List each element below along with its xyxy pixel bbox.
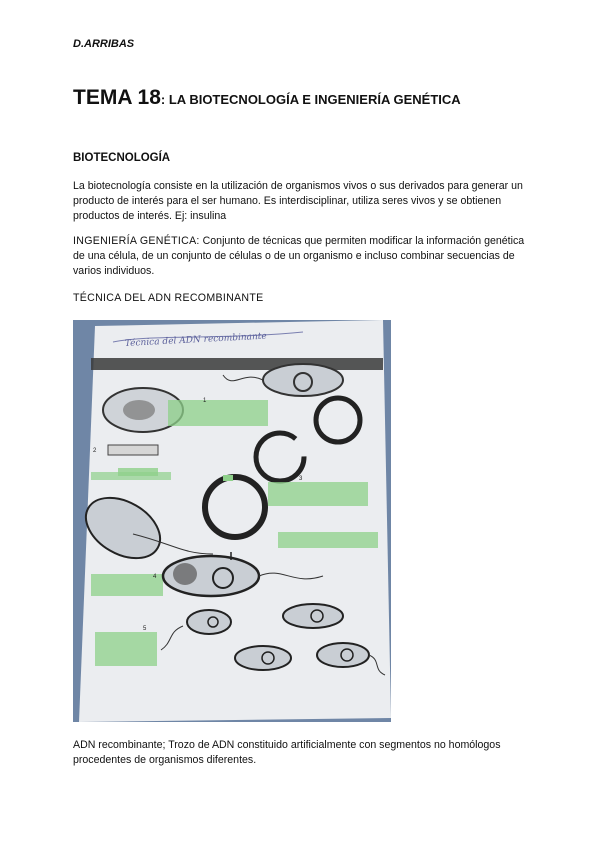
step-number-3: 3	[299, 476, 303, 482]
step-number-5: 5	[143, 626, 147, 632]
photo-handwritten-title: Técnica del ADN recombinante	[124, 331, 268, 349]
genetic-engineering-text: Conjunto de técnicas que permiten modificar la información genética de una célula, de un conjunto de células o de un organismo e incluso combinar secuencias de varios individuos.	[73, 235, 525, 277]
genetic-engineering-label: INGENIERÍA GENÉTICA:	[73, 235, 200, 247]
step-number-4: 4	[153, 574, 157, 580]
biotechnology-paragraph: La biotecnología consiste en la utilización de organismos vivos o sus derivados para generar un producto de interés para el ser humano. Es interdisciplinar, utiliza seres vivos y se obtienen productos de interés. Ej: insulina	[73, 180, 523, 222]
recombinant-dna-photo	[73, 320, 391, 722]
recombinant-dna-definition: ADN recombinante; Trozo de ADN constituido artificialmente con segmentos no homólogos procedentes de organismos diferentes.	[73, 739, 501, 766]
author-name: D.ARRIBAS	[73, 38, 135, 50]
title-number: TEMA 18	[73, 86, 161, 109]
step-number-1: 1	[203, 398, 207, 404]
page-title	[73, 86, 461, 110]
technique-heading: TÉCNICA DEL ADN RECOMBINANTE	[73, 292, 264, 304]
title-text: : LA BIOTECNOLOGÍA E INGENIERÍA GENÉTICA	[160, 92, 461, 107]
step-number-2: 2	[93, 448, 97, 454]
genetic-engineering-paragraph	[73, 234, 533, 279]
section-heading: BIOTECNOLOGÍA	[73, 152, 171, 164]
